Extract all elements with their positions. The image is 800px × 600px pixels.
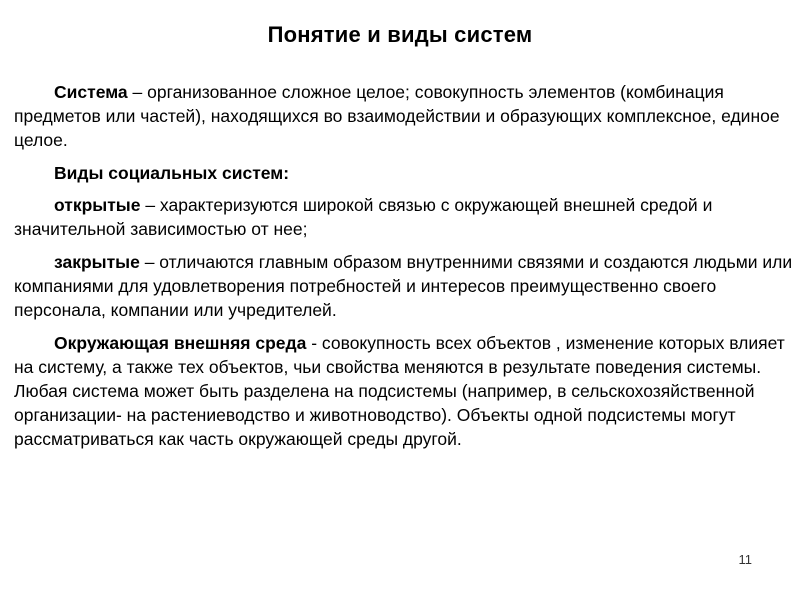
paragraph-system-definition — [14, 80, 794, 152]
definition-open: – характеризуются широкой связью с окружающей внешней средой и значительной зависимостью от нее; — [14, 195, 713, 239]
definition-closed: – отличаются главным образом внутренними связями и создаются людьми или компаниями для удовлетворения потребностей и интересов преимущественно своего персонала, компании или учредителей. — [14, 252, 793, 320]
term-closed: закрытые — [54, 252, 140, 272]
slide-body — [14, 80, 794, 460]
slide-title: Понятие и виды систем — [267, 22, 533, 47]
definition-environment: - совокупность всех объектов , изменение которых влияет на систему, а также тех объектов, чьи свойства меняются в результате поведения системы. Любая система может быть разделена на подсистемы (например, в сельскохозяйственной организации- на растениеводство и животноводство). Объекты одной подсистемы могут рассматриваться как часть окружающей среды другой. — [14, 333, 785, 449]
paragraph-open-systems — [14, 193, 794, 241]
term-open: открытые — [54, 195, 141, 215]
term-system: Система — [54, 82, 128, 102]
paragraph-types-heading — [14, 161, 794, 185]
definition-system: – организованное сложное целое; совокупность элементов (комбинация предметов или частей), находящихся во взаимодействии и образующих комплексное, единое целое. — [14, 82, 780, 150]
paragraph-closed-systems — [14, 250, 794, 322]
paragraph-environment — [14, 331, 794, 451]
types-heading: Виды социальных систем: — [54, 163, 290, 183]
term-environment: Окружающая внешняя среда — [54, 333, 307, 353]
page-number: 11 — [738, 552, 752, 567]
